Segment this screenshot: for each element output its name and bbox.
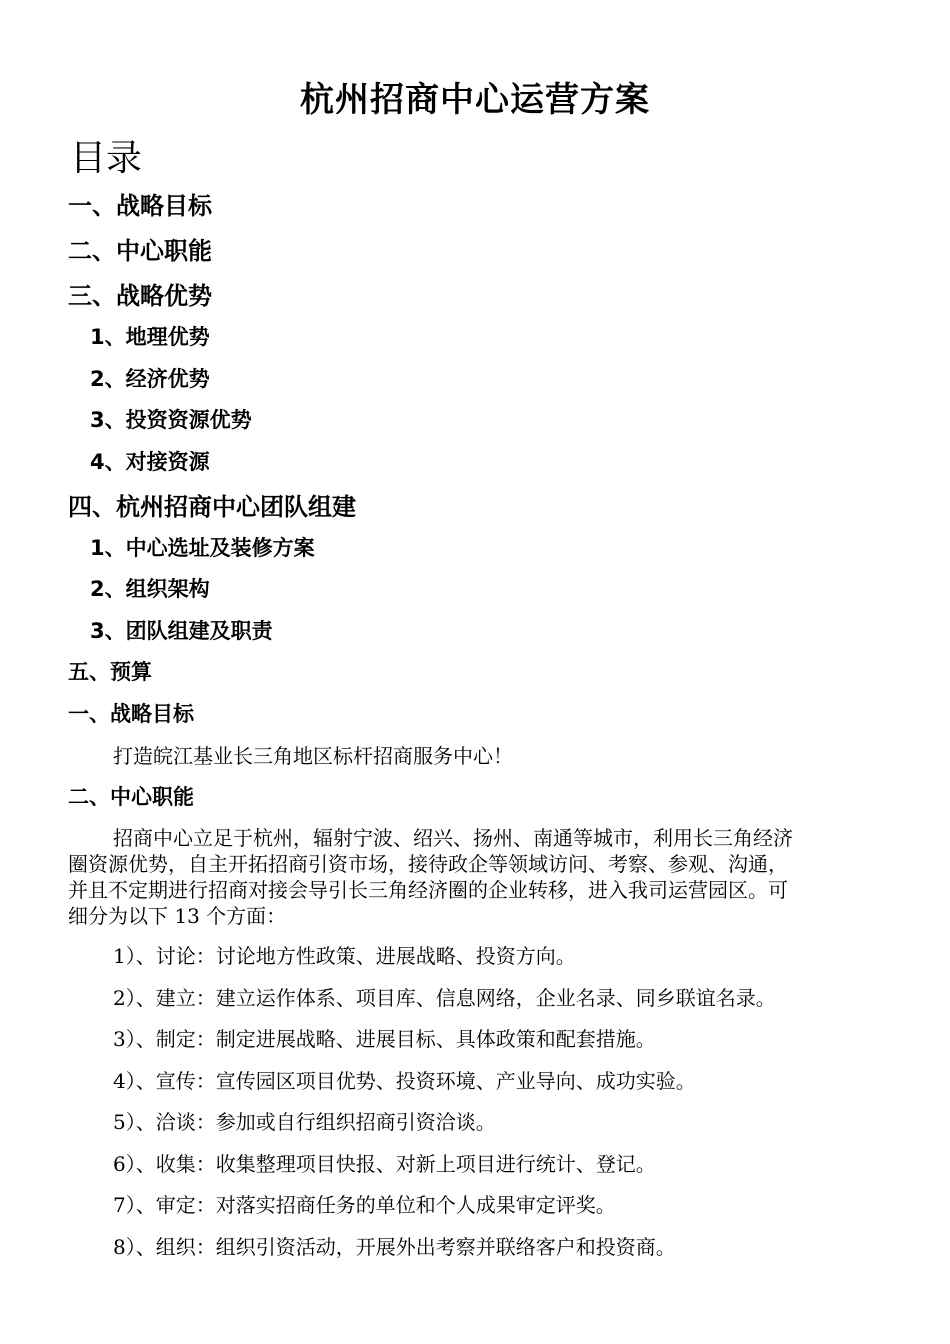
toc-subitem: 2、经济优势 <box>90 367 210 391</box>
paragraph-line: 圈资源优势，自主开拓招商引资市场，接待政企等领域访问、考察、参观、沟通， <box>68 852 788 876</box>
section-text: 打造皖江基业长三角地区标杆招商服务中心！ <box>113 744 513 768</box>
list-item: 7）、审定：对落实招商任务的单位和个人成果审定评奖。 <box>113 1193 616 1217</box>
paragraph-line: 并且不定期进行招商对接会导引长三角经济圈的企业转移，进入我司运营园区。可 <box>68 878 788 902</box>
toc-item: 五、预算 <box>68 660 152 684</box>
list-item: 8）、组织：组织引资活动，开展外出考察并联络客户和投资商。 <box>113 1235 676 1259</box>
toc-item: 四、杭州招商中心团队组建 <box>68 493 356 521</box>
toc-item: 二、中心职能 <box>68 237 212 265</box>
toc-subitem: 3、团队组建及职责 <box>90 619 273 643</box>
document-title: 杭州招商中心运营方案 <box>300 80 650 120</box>
paragraph-line: 招商中心立足于杭州，辐射宁波、绍兴、扬州、南通等城市，利用长三角经济 <box>113 826 793 850</box>
toc-subitem: 4、对接资源 <box>90 450 210 474</box>
section-heading: 二、中心职能 <box>68 785 194 809</box>
toc-heading: 目录 <box>70 138 143 179</box>
list-item: 5）、洽谈：参加或自行组织招商引资洽谈。 <box>113 1110 496 1134</box>
list-item: 1）、讨论：讨论地方性政策、进展战略、投资方向。 <box>113 944 576 968</box>
toc-subitem: 1、地理优势 <box>90 325 210 349</box>
paragraph-line: 细分为以下 13 个方面： <box>68 904 287 928</box>
list-item: 2）、建立：建立运作体系、项目库、信息网络，企业名录、同乡联谊名录。 <box>113 986 776 1010</box>
toc-subitem: 2、组织架构 <box>90 577 210 601</box>
toc-subitem: 3、投资资源优势 <box>90 408 252 432</box>
toc-item: 一、战略目标 <box>68 192 212 220</box>
list-item: 4）、宣传：宣传园区项目优势、投资环境、产业导向、成功实验。 <box>113 1069 696 1093</box>
list-item: 6）、收集：收集整理项目快报、对新上项目进行统计、登记。 <box>113 1152 656 1176</box>
toc-item: 三、战略优势 <box>68 282 212 310</box>
section-heading: 一、战略目标 <box>68 702 194 726</box>
list-item: 3）、制定：制定进展战略、进展目标、具体政策和配套措施。 <box>113 1027 656 1051</box>
toc-subitem: 1、中心选址及装修方案 <box>90 536 315 560</box>
